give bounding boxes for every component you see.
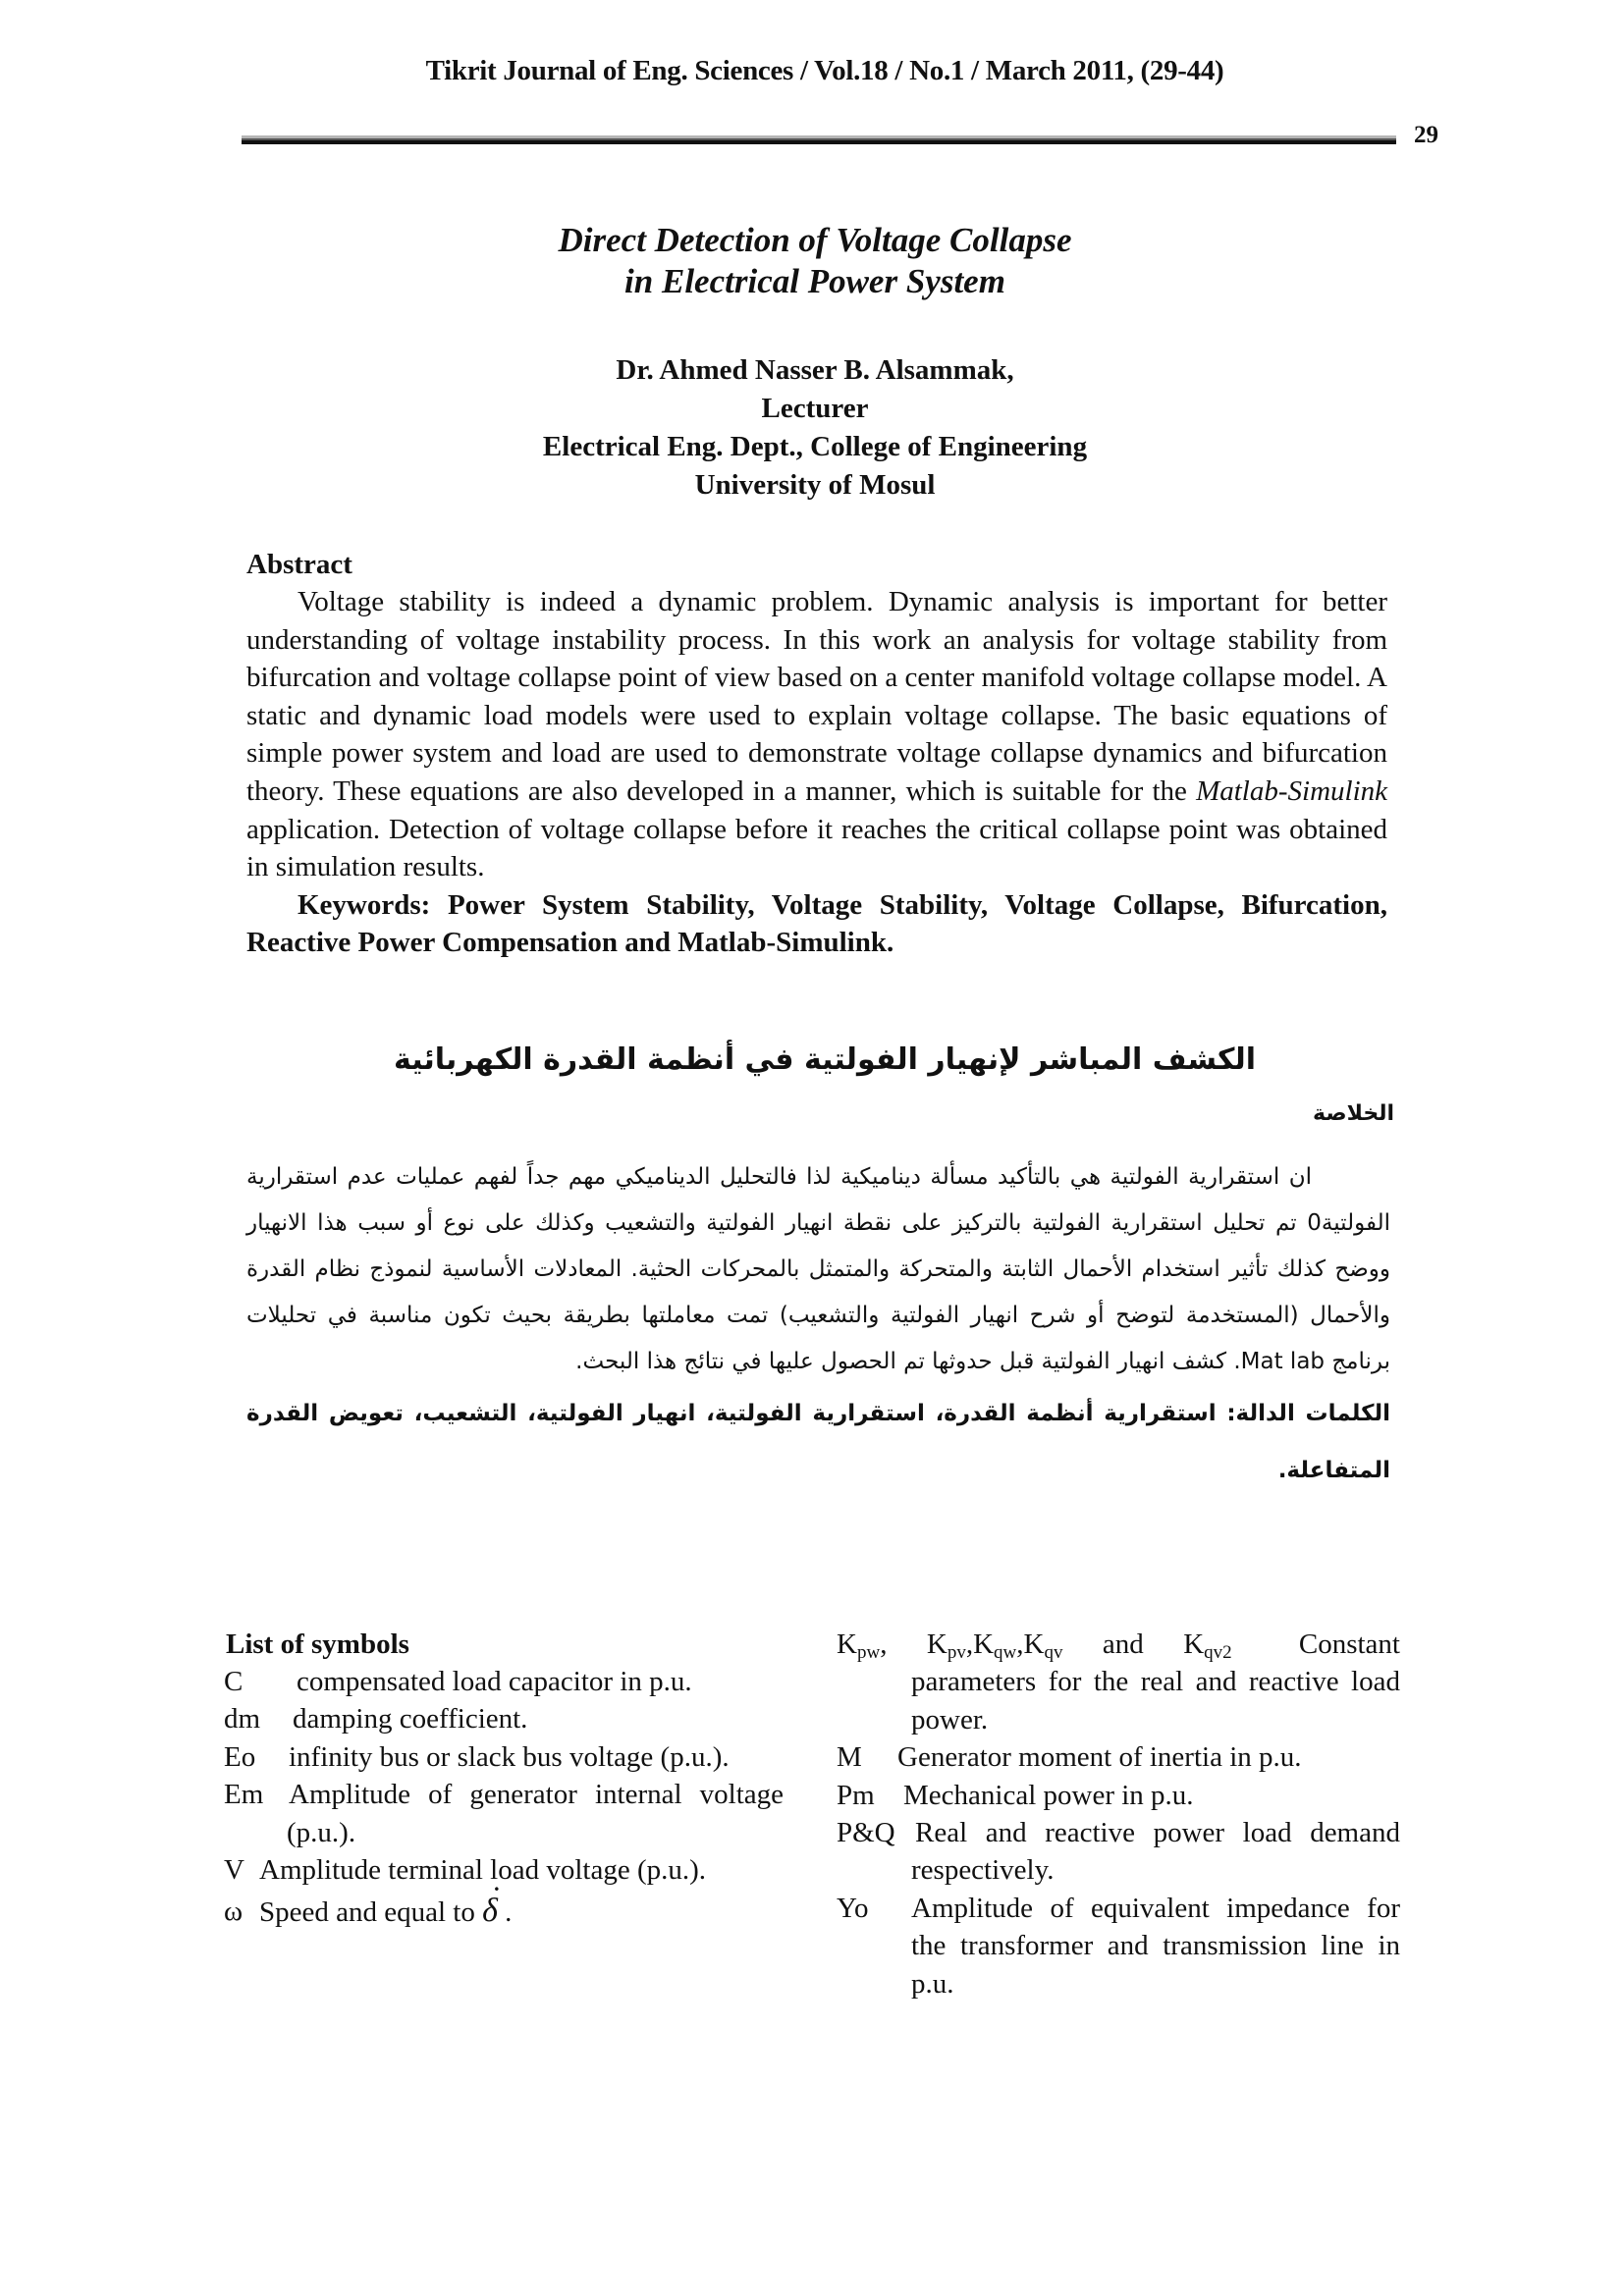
title-line-2: in Electrical Power System xyxy=(624,262,1005,300)
symbol-key: Yo xyxy=(837,1892,869,1924)
symbol-row xyxy=(224,1851,784,1889)
key-part: , K xyxy=(880,1629,947,1660)
page-number: 29 xyxy=(1414,122,1438,148)
symbol-desc: Amplitude of equivalent impedance for the transformer and transmission line in p.u. xyxy=(911,1892,1400,2000)
symbols-list-left xyxy=(224,1626,784,1932)
arabic-abstract-heading: الخلاصة xyxy=(1313,1101,1394,1126)
symbol-desc: Amplitude terminal load voltage (p.u.). xyxy=(259,1854,707,1887)
key-sub: qv2 xyxy=(1204,1642,1232,1663)
author-name: Dr. Ahmed Nasser B. Alsammak, xyxy=(616,354,1014,386)
key-sub: qw xyxy=(994,1642,1017,1663)
running-head: Tikrit Journal of Eng. Sciences / Vol.18 / No.1 / March 2011, (29-44) xyxy=(425,55,1224,86)
abstract-italic-term: Matlab-Simulink xyxy=(1196,774,1387,807)
symbol-key: Pm xyxy=(837,1779,875,1811)
symbol-row xyxy=(224,1776,784,1851)
symbol-key: V xyxy=(224,1854,244,1887)
symbols-list-right xyxy=(837,1626,1400,2002)
arabic-abstract xyxy=(246,1154,1390,1499)
arabic-abstract-body: ان استقرارية الفولتية هي بالتأكيد مسألة ديناميكية لذا فالتحليل الديناميكي مهم جداً لفهم عمليات عدم استقرارية الفولتية0 تم تحليل استقرارية الفولتية بالتركيز على نقطة انهيار الفولتية والتشعيب وكذلك على نوع أو سبب هذا الانهيار ووضح كذلك تأثير استخدام الأحمال الثابتة والمتحركة والمتمثل بالمحركات الحثية. المعادلات الأساسية لنموذج نظام القدرة والأحمال (المستخدمة لتوضح أو شرح انهيار الفولتية والتشعيب) تمت معاملتها بطريقة بحيث تكون مناسبة في تحليلات برنامج Mat lab. كشف انهيار الفولتية قبل حدوثها تم الحصول عليها في نتائج هذا البحث. xyxy=(246,1164,1390,1374)
symbol-desc: compensated load capacitor in p.u. xyxy=(297,1666,692,1697)
symbol-row xyxy=(837,1738,1400,1776)
author-university: University of Mosul xyxy=(694,469,936,501)
symbol-key: Eo xyxy=(224,1740,256,1773)
symbol-row xyxy=(224,1663,784,1700)
delta-dot-symbol: ˙ δ xyxy=(482,1893,498,1930)
symbol-row xyxy=(837,1814,1400,1890)
symbols-heading: List of symbols xyxy=(226,1629,409,1660)
abstract-section xyxy=(246,546,1387,962)
symbol-desc: Generator moment of inertia in p.u. xyxy=(897,1741,1302,1774)
keywords: Keywords: Power System Stability, Voltage Stability, Voltage Collapse, Bifurcation, Reactive Power Compensation and Matlab-Simulink. xyxy=(246,888,1387,959)
abstract-body xyxy=(246,583,1387,886)
symbol-row xyxy=(837,1777,1400,1814)
arabic-title: الكشف المباشر لإنهيار الفولتية في أنظمة القدرة الكهربائية xyxy=(394,1042,1256,1077)
key-part: and K xyxy=(1062,1629,1205,1660)
symbol-key: dm xyxy=(224,1703,261,1735)
symbol-key-k-constants xyxy=(837,1629,1232,1663)
symbol-key: P&Q xyxy=(837,1817,895,1849)
key-part: ,K xyxy=(1016,1629,1045,1660)
author-block xyxy=(324,351,1306,505)
symbol-key: ω xyxy=(224,1896,244,1928)
abstract-text-2: application. Detection of voltage collapse before it reaches the critical collapse point was obtained in simulation results. xyxy=(246,813,1387,883)
paper-title xyxy=(324,220,1306,302)
symbol-desc: Constant parameters for the real and reactive load power. xyxy=(911,1629,1400,1735)
title-line-1: Direct Detection of Voltage Collapse xyxy=(558,221,1072,259)
symbol-suffix: . xyxy=(497,1896,513,1929)
key-sub: pw xyxy=(856,1642,881,1663)
abstract-text-1: Voltage stability is indeed a dynamic problem. Dynamic analysis is important for better understanding of voltage instability process. In this work an analysis for voltage stability from bifurcation and voltage collapse point of view based on a center manifold voltage collapse model. A static and dynamic load models were used to explain voltage collapse. The basic equations of simple power system and load are used to demonstrate voltage collapse dynamics and bifurcation theory. These equations are also developed in a manner, which is suitable for the xyxy=(246,586,1387,807)
author-department: Electrical Eng. Dept., College of Engineering xyxy=(542,431,1088,462)
key-sub: qv xyxy=(1044,1642,1063,1663)
abstract-heading: Abstract xyxy=(246,549,352,580)
symbol-row xyxy=(224,1893,784,1931)
symbol-row xyxy=(837,1890,1400,2002)
symbol-key: C xyxy=(224,1666,244,1697)
author-position: Lecturer xyxy=(761,393,869,424)
arabic-keywords: الكلمات الدالة: استقرارية أنظمة القدرة، استقرارية الفولتية، انهيار الفولتية، التشعيب، تعويض القدرة المتفاعلة. xyxy=(246,1401,1390,1483)
symbol-row xyxy=(837,1626,1400,1738)
key-sub: pv xyxy=(947,1642,966,1663)
key-part: ,K xyxy=(965,1629,995,1660)
header-rule xyxy=(242,135,1396,144)
symbol-desc: Mechanical power in p.u. xyxy=(903,1779,1194,1811)
symbol-desc: infinity bus or slack bus voltage (p.u.). xyxy=(289,1740,730,1773)
symbol-desc: Amplitude of generator internal voltage (p.u.). xyxy=(287,1779,784,1848)
symbol-desc: damping coefficient. xyxy=(293,1703,528,1735)
symbol-key: Em xyxy=(224,1779,264,1811)
symbol-key: M xyxy=(837,1741,862,1774)
symbol-row xyxy=(224,1738,784,1776)
symbol-desc-wrap xyxy=(259,1893,784,1931)
key-part: K xyxy=(837,1629,857,1660)
symbol-desc: Speed and equal to xyxy=(259,1896,475,1929)
symbol-row xyxy=(224,1700,784,1737)
symbol-desc: Real and reactive power load demand respectively. xyxy=(911,1817,1400,1887)
